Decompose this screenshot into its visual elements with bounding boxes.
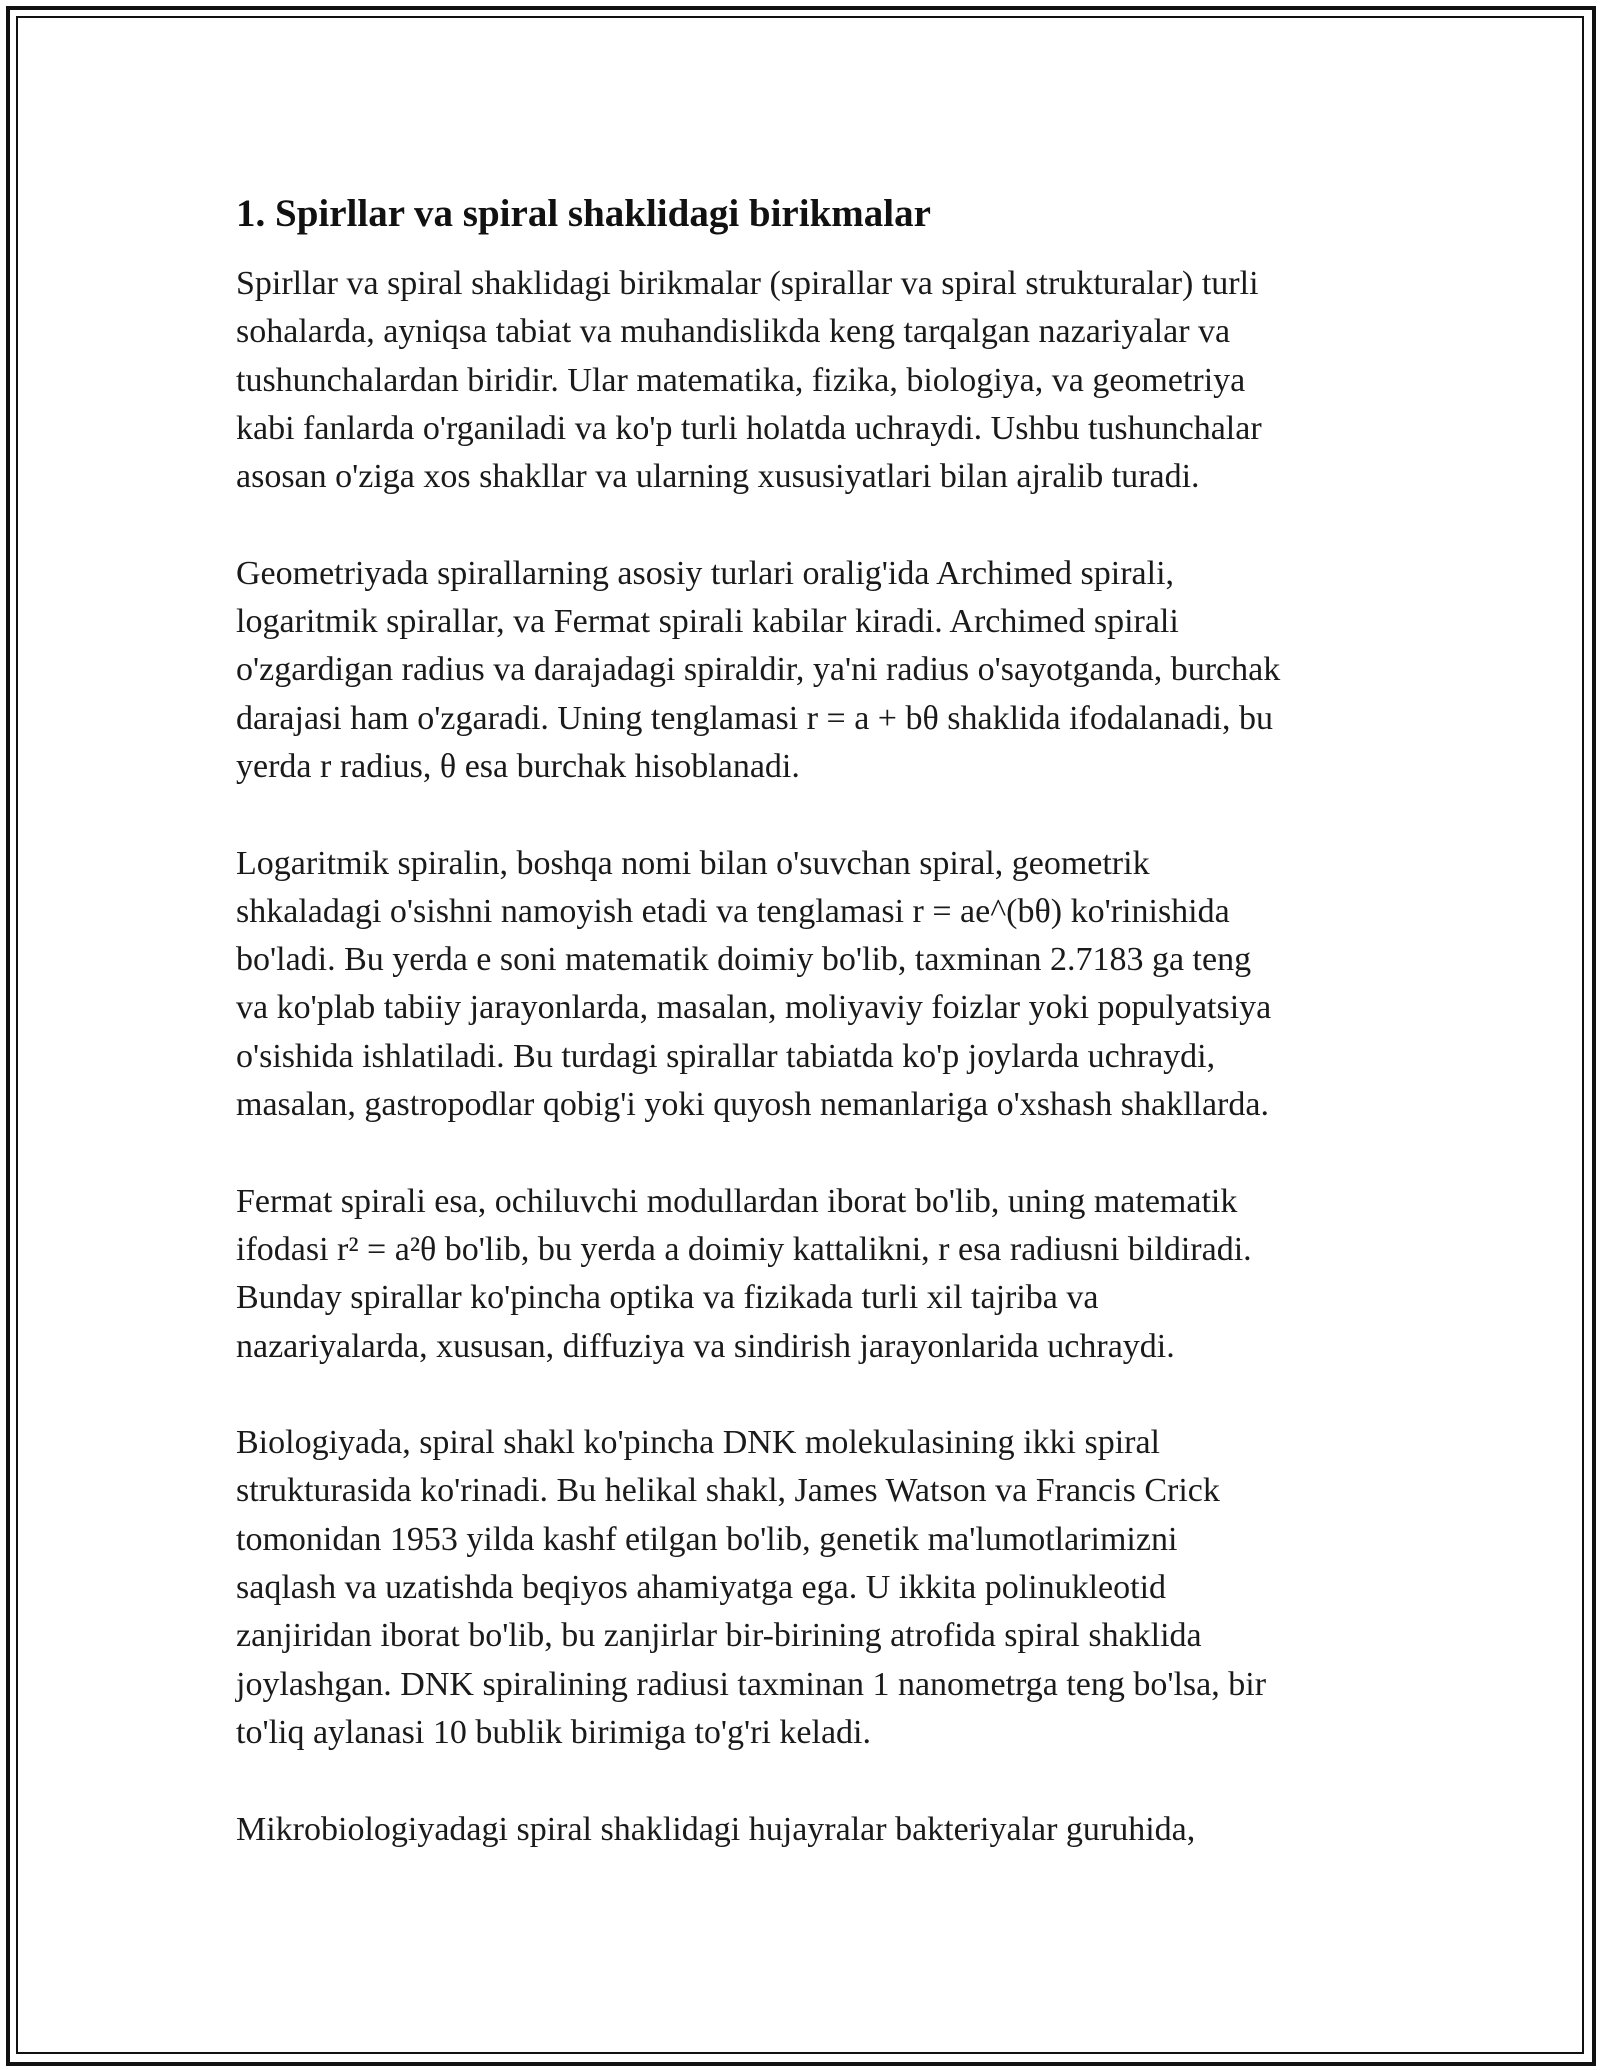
paragraph-logarithmic-spiral: Logaritmik spiralin, boshqa nomi bilan o'suvchan spiral, geometrik shkaladagi o'sishni namoyish etadi va tenglamasi r = ae^(bθ) ko'rinishida bo'ladi. Bu yerda e soni matematik doimiy bo'lib, taxminan 2.7183 ga teng va ko'plab tabiiy jarayonlarda, masalan, moliyaviy foizlar yoki populyatsiya o'sishida ishlatiladi. Bu turdagi spirallar tabiatda ko'p joylarda uchraydi, masalan, gastropodlar qobig'i yoki quyosh nemanlariga o'xshash shakllarda. (236, 844, 1272, 1124)
paragraph-intro: Spirllar va spiral shaklidagi birikmalar (spirallar va spiral strukturalar) turli sohalarda, ayniqsa tabiat va muhandislikda keng tarqalgan nazariyalar va tushunchalardan biridir. Ular matematika, fizika, biologiya, va geometriya kabi fanlarda o'rganiladi va ko'p turli holatda uchraydi. Ushbu tushunchalar asosan o'ziga xos shakllar va ularning xususiyatlari bilan ajralib turadi. (236, 265, 1262, 496)
paragraph-fermat-spiral: Fermat spirali esa, ochiluvchi modullardan iborat bo'lib, uning matematik ifodasi r² = a²θ bo'lib, bu yerda a doimiy kattalikni, r esa radiusni bildiradi. Bunday spirallar ko'pincha optika va fizikada turli xil tajriba va nazariyalarda, xususan, diffuziya va sindirish jarayonlarida uchraydi. (236, 1182, 1252, 1365)
paragraph-biology-dna: Biologiyada, spiral shakl ko'pincha DNK molekulasining ikki spiral strukturasida ko'rinadi. Bu helikal shakl, James Watson va Francis Crick tomonidan 1953 yilda kashf etilgan bo'lib, genetik ma'lumotlarimizni saqlash va uzatishda beqiyos ahamiyatga ega. U ikkita polinukleotid zanjiridan iborat bo'lib, bu zanjirlar bir-birining atrofida spiral shaklida joylashgan. DNK spiralining radiusi taxminan 1 nanometrga teng bo'lsa, bir to'liq aylanasi 10 bublik birimiga to'g'ri keladi. (236, 1424, 1267, 1751)
document-body (236, 188, 1376, 1902)
paragraph-microbiology: Mikrobiologiyadagi spiral shaklidagi hujayralar bakteriyalar guruhida, (236, 1810, 1196, 1848)
paragraph-geometry: Geometriyada spirallarning asosiy turlari oralig'ida Archimed spirali, logaritmik spirallar, va Fermat spirali kabilar kiradi. Archimed spirali o'zgardigan radius va darajadagi spiraldir, ya'ni radius o'sayotganda, burchak darajasi ham o'zgaradi. Uning tenglamasi r = a + bθ shaklida ifodalanadi, bu yerda r radius, θ esa burchak hisoblanadi. (236, 554, 1281, 785)
section-heading: 1. Spirllar va spiral shaklidagi birikmalar (236, 192, 931, 235)
